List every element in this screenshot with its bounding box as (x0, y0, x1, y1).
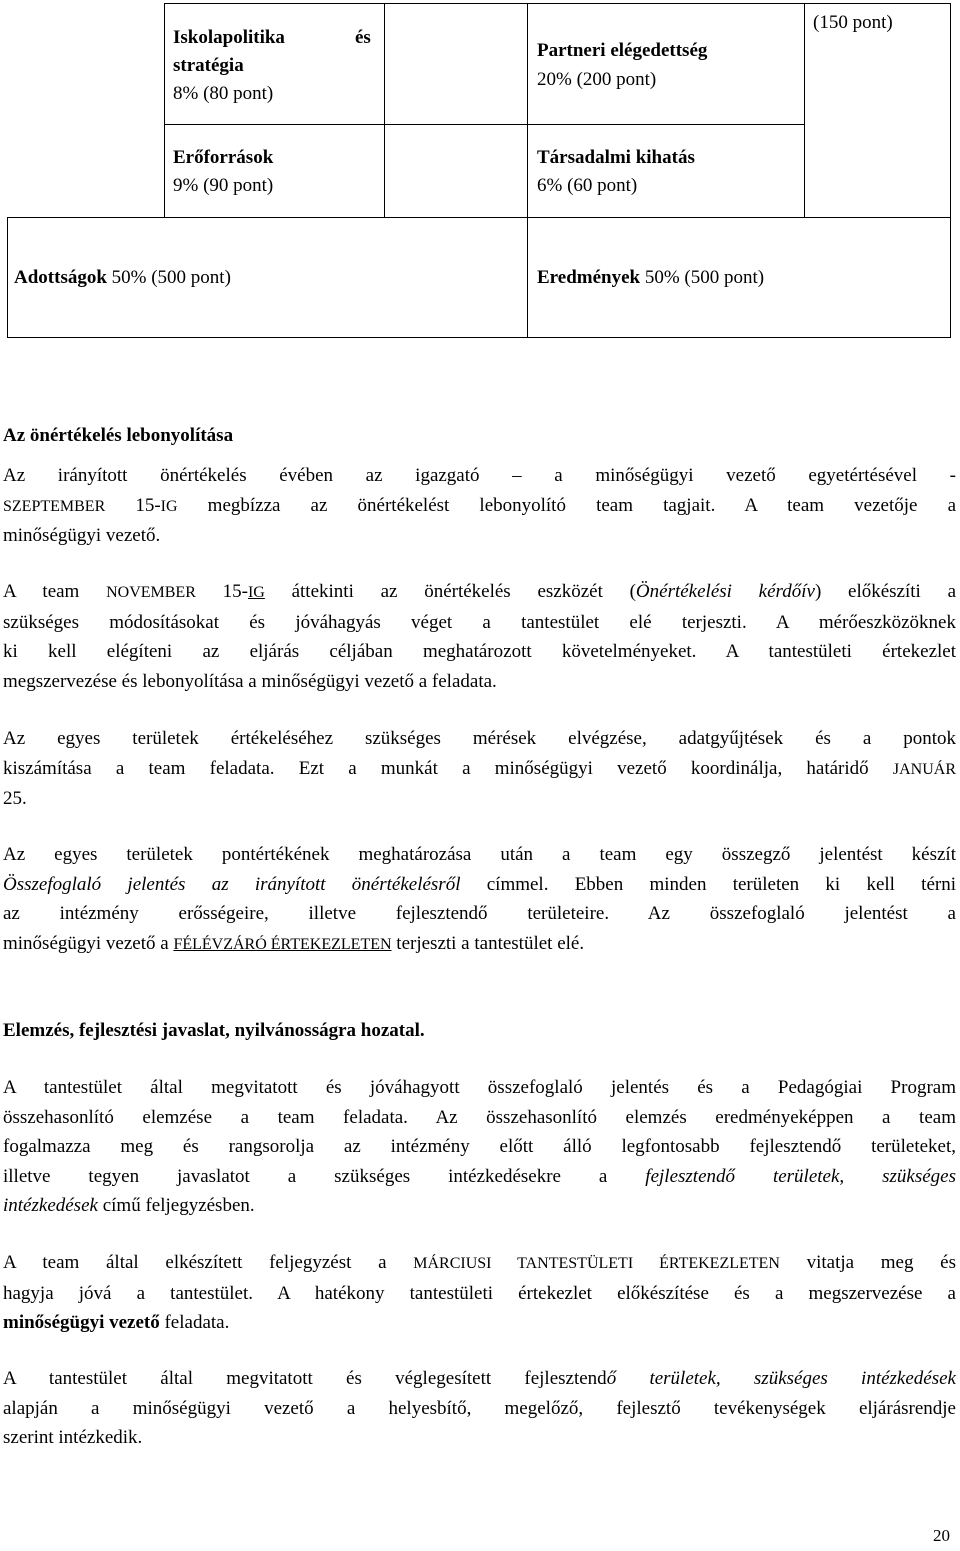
paragraph-3: Az egyes területek értékeléséhez szükséges mérések elvégzése, adatgyűjtések és a pontok kiszámítása a team feladata. Ezt a munkát a minőségügyi vezető koordinálja, határidő JANUÁR 25. (3, 728, 956, 809)
cell-eroforrasok-points: 9% (90 pont) (173, 175, 274, 196)
table-divider-row1 (164, 124, 805, 125)
cell-partneri: Partneri elégedettség (537, 40, 708, 61)
section-heading-elemzes: Elemzés, fejlesztési javaslat, nyilvánosságra hozatal. (3, 1020, 425, 1041)
cell-eroforrasok: Erőforrások (173, 147, 274, 168)
cell-es: és (355, 27, 371, 48)
table-border-left (7, 217, 8, 338)
paragraph-4: Az egyes területek pontértékének meghatározása után a team egy összegző jelentést készít Összefoglaló jelentés az irányított önértékelésről címmel. Ebben minden területen ki kell térni az intézmény erősségeire, illetve fejlesztendő területeire. Az összefoglaló jelentést a minőségügyi vezető a FÉLÉVZÁRÓ ÉRTEKEZLETEN terjeszti a tantestület elé. (3, 844, 956, 954)
cell-adottsagok: Adottságok 50% (500 pont) (14, 267, 231, 288)
cell-strategia: stratégia (173, 55, 244, 76)
table-divider-row2 (7, 217, 951, 218)
table-center-divider (527, 3, 528, 338)
table-border-top (164, 3, 951, 4)
paragraph-6: A team által elkészített feljegyzést a MÁRCIUSI TANTESTÜLETI ÉRTEKEZLETEN vitatja meg és hagyja jóvá a tantestület. A hatékony tantestületi értekezlet előkészítése és a megszervezése a minőségügyi vezető feladata. (3, 1252, 957, 1333)
section-heading-onertekeles: Az önértékelés lebonyolítása (3, 425, 234, 446)
cell-eredmenyek: Eredmények 50% (500 pont) (537, 267, 765, 288)
points-table (7, 3, 951, 338)
cell-iskolapolitika-points: 8% (80 pont) (173, 83, 274, 104)
page-number: 20 (933, 1526, 950, 1545)
paragraph-7: A tantestület által megvitatott és véglegesített fejlesztendő területek, szükséges intézkedések alapján a minőségügyi vezető a helyesbítő, megelőző, fejlesztő tevékenységek eljárásrendje szerint intézkedik. (3, 1368, 956, 1448)
table-border-right (950, 3, 951, 338)
table-col3-left (804, 3, 805, 218)
table-col1-left (164, 3, 165, 218)
paragraph-5: A tantestület által megvitatott és jóváhagyott összefoglaló jelentés és a Pedagógiai Program összehasonlító elemzése a team feladata. Az összehasonlító elemzés eredményeképpen a team fogalmazza meg és rangsorolja az intézmény előtt álló legfontosabb fejlesztendő területeket, illetve tegyen javaslatot a szükséges intézkedésekre a fejlesztendő területek, szükséges intézkedések című feljegyzésben. (3, 1077, 956, 1216)
cell-tarsadalmi: Társadalmi kihatás (537, 147, 695, 168)
cell-col3-points: (150 pont) (813, 12, 893, 33)
cell-iskolapolitika: Iskolapolitika (173, 27, 285, 48)
table-col1-right (384, 3, 385, 218)
cell-partneri-points: 20% (200 pont) (537, 69, 657, 90)
paragraph-1: Az irányított önértékelés évében az igazgató – a minőségügyi vezető egyetértésével - SZEPTEMBER 15-IG megbízza az önértékelést lebonyolító team tagjait. A team vezetője a minőségügyi vezető. (3, 465, 957, 546)
table-border-bottom (7, 337, 951, 338)
paragraph-2: A team NOVEMBER 15-IG áttekinti az önértékelés eszközét (Önértékelési kérdőív) előkészíti a szükséges módosításokat és jóváhagyás véget a tantestület elé terjeszti. A mérőeszközöknek ki kell elégíteni az eljárás céljában meghatározott követelményeket. A tantestületi értekezlet megszervezése és lebonyolítása a minőségügyi vezető a feladata. (3, 581, 957, 692)
cell-tarsadalmi-points: 6% (60 pont) (537, 175, 638, 196)
